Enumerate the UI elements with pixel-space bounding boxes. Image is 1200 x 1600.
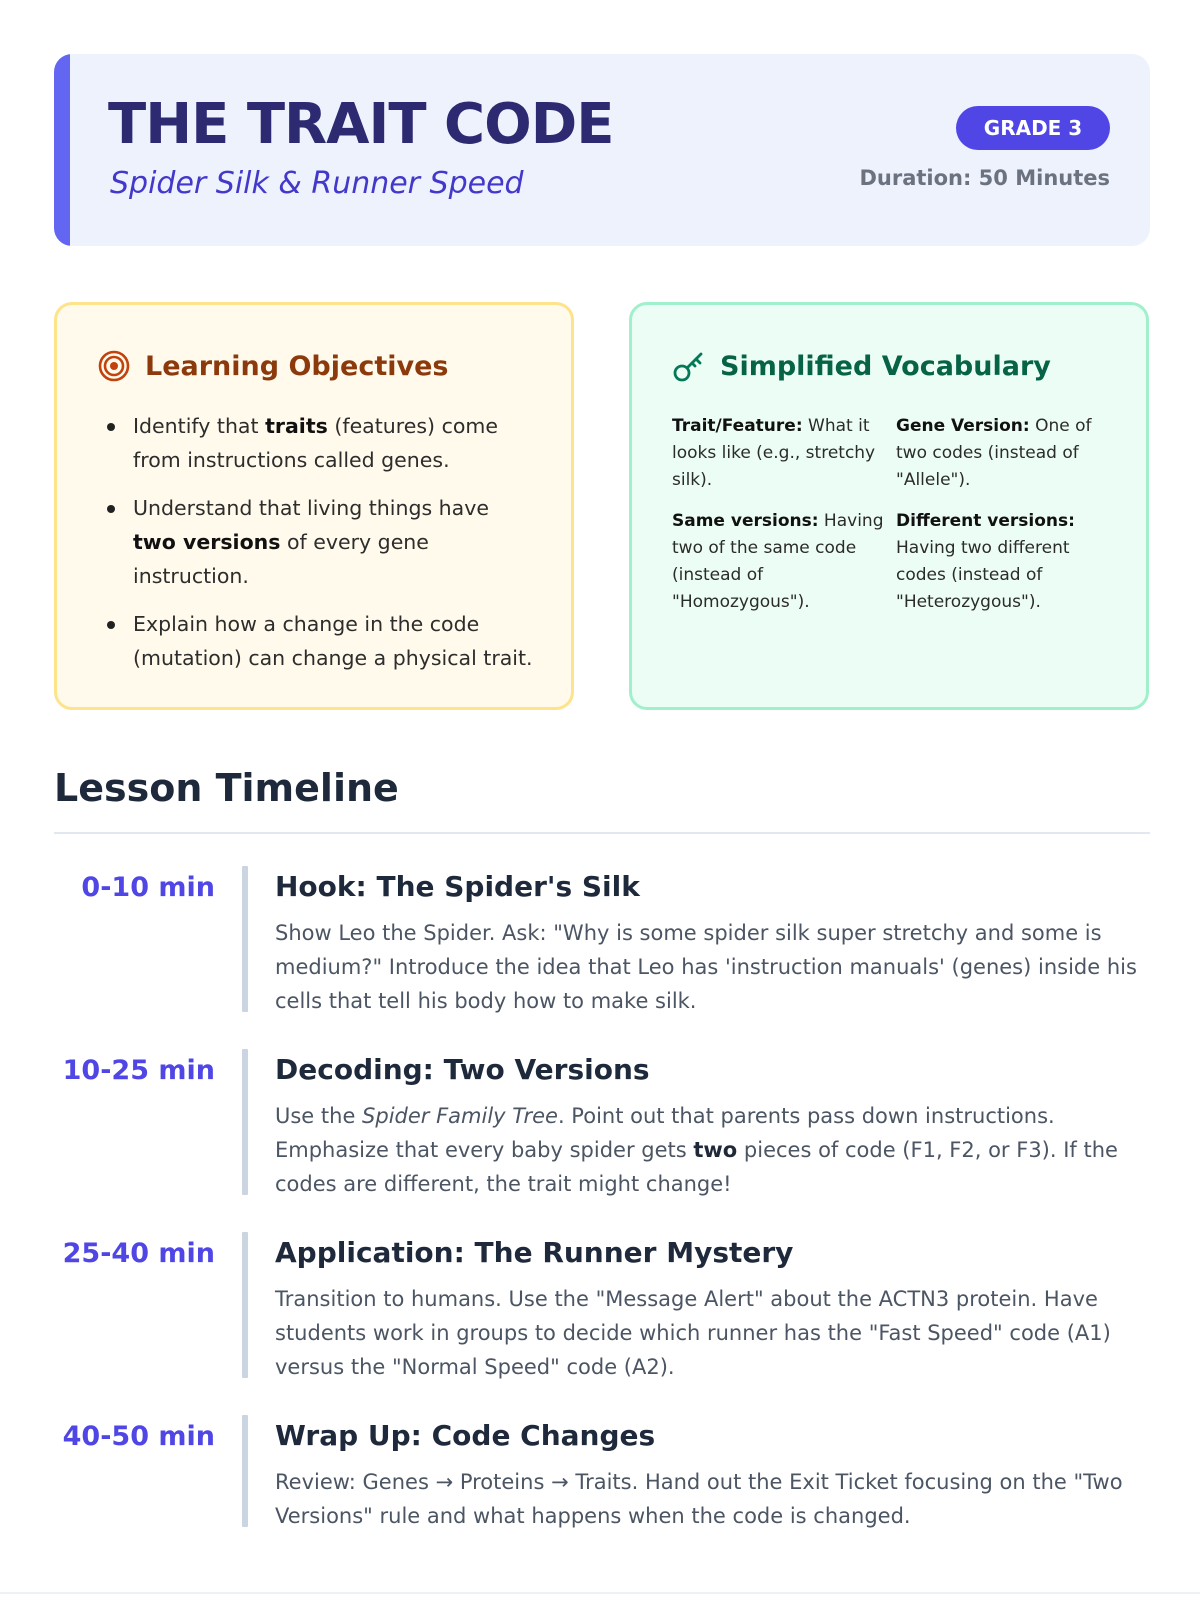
vocabulary-definition: Having two different codes (instead of "Heterozygous"). bbox=[896, 538, 1070, 612]
timeline-text: Show Leo the Spider. Ask: "Why is some spider silk super stretchy and some is medium?" Introduce the idea that Leo has 'instruction manuals' (genes) inside his cells that tell his body how to make silk. bbox=[275, 921, 1137, 1013]
timeline-time: 25-40 min bbox=[62, 1238, 215, 1269]
objective-text: Identify that bbox=[133, 414, 266, 438]
vocabulary-definition: Having two of the same code (instead of "Homozygous"). bbox=[672, 511, 884, 612]
timeline-time: 10-25 min bbox=[62, 1055, 215, 1086]
duration-label: Duration: 50 Minutes bbox=[859, 166, 1110, 190]
timeline-time: 40-50 min bbox=[62, 1421, 215, 1452]
section-divider bbox=[54, 832, 1150, 834]
timeline-step-description bbox=[275, 1465, 1141, 1533]
page-bottom-divider bbox=[0, 1592, 1200, 1594]
page-title: THE TRAIT CODE bbox=[108, 92, 614, 157]
objective-text: of every gene instruction. bbox=[133, 530, 429, 588]
header-accent-bar bbox=[54, 54, 70, 246]
vocabulary-card bbox=[629, 302, 1149, 710]
timeline-bar bbox=[242, 1232, 248, 1378]
vocabulary-title: Simplified Vocabulary bbox=[720, 350, 1051, 382]
timeline-bar bbox=[242, 866, 248, 1012]
timeline-step-title: Application: The Runner Mystery bbox=[275, 1236, 794, 1269]
objective-item bbox=[105, 491, 535, 593]
timeline-text: Review: Genes → Proteins → Traits. Hand out the Exit Ticket focusing on the "Two Versions" rule and what happens when the code is changed. bbox=[275, 1470, 1123, 1528]
learning-objectives-card bbox=[54, 302, 574, 710]
timeline-step-title: Decoding: Two Versions bbox=[275, 1053, 650, 1086]
timeline-text: pieces of code (F1, F2, or F3). If the codes are different, the trait might change! bbox=[275, 1138, 1118, 1196]
grade-badge: GRADE 3 bbox=[956, 106, 1110, 150]
vocabulary-grid bbox=[672, 413, 1112, 616]
timeline-text: Use the bbox=[275, 1104, 363, 1128]
vocabulary-heading bbox=[672, 349, 1051, 383]
header-banner bbox=[54, 54, 1150, 246]
timeline-time: 0-10 min bbox=[81, 872, 215, 903]
objective-text: Explain how a change in the code (mutation) can change a physical trait. bbox=[133, 612, 533, 670]
timeline-step-description bbox=[275, 1099, 1141, 1201]
objective-text: Understand that living things have bbox=[133, 496, 489, 520]
timeline-bar bbox=[242, 1049, 248, 1195]
timeline-step-title: Hook: The Spider's Silk bbox=[275, 870, 640, 903]
vocabulary-term: Same versions: bbox=[672, 511, 819, 531]
timeline-text: Transition to humans. Use the "Message Alert" about the ACTN3 protein. Have students work in groups to decide which runner has the "Fast Speed" code (A1) versus the "Normal Speed" code (A2). bbox=[275, 1287, 1111, 1379]
vocabulary-item bbox=[672, 508, 888, 616]
vocabulary-term: Trait/Feature: bbox=[672, 416, 803, 436]
learning-objectives-heading bbox=[97, 349, 448, 383]
timeline-step-description bbox=[275, 1282, 1141, 1384]
learning-objectives-title: Learning Objectives bbox=[145, 350, 449, 382]
page-subtitle: Spider Silk & Runner Speed bbox=[110, 166, 524, 201]
timeline-step-title: Wrap Up: Code Changes bbox=[275, 1419, 656, 1452]
vocabulary-item bbox=[896, 508, 1112, 616]
timeline-keyword: two bbox=[693, 1138, 738, 1162]
vocabulary-term: Gene Version: bbox=[896, 416, 1030, 436]
objective-keyword: two versions bbox=[133, 530, 281, 554]
vocabulary-item bbox=[896, 413, 1112, 494]
objective-item bbox=[105, 409, 535, 477]
timeline-text: . Point out that parents pass down instructions. Emphasize that every baby spider gets bbox=[275, 1104, 1055, 1162]
key-icon bbox=[672, 349, 706, 383]
objective-keyword: traits bbox=[265, 414, 328, 438]
target-icon bbox=[97, 349, 131, 383]
objective-item bbox=[105, 607, 535, 675]
vocabulary-term: Different versions: bbox=[896, 511, 1075, 531]
vocabulary-item bbox=[672, 413, 888, 494]
vocabulary-definition: What it looks like (e.g., stretchy silk). bbox=[672, 416, 876, 490]
vocabulary-definition: One of two codes (instead of "Allele"). bbox=[896, 416, 1092, 490]
timeline-step-description bbox=[275, 916, 1141, 1018]
objective-text: (features) come from instructions called genes. bbox=[133, 414, 498, 472]
timeline-emphasis: Spider Family Tree bbox=[362, 1104, 558, 1128]
timeline-bar bbox=[242, 1415, 248, 1527]
lesson-timeline-title: Lesson Timeline bbox=[54, 766, 399, 810]
objectives-list bbox=[105, 409, 535, 689]
